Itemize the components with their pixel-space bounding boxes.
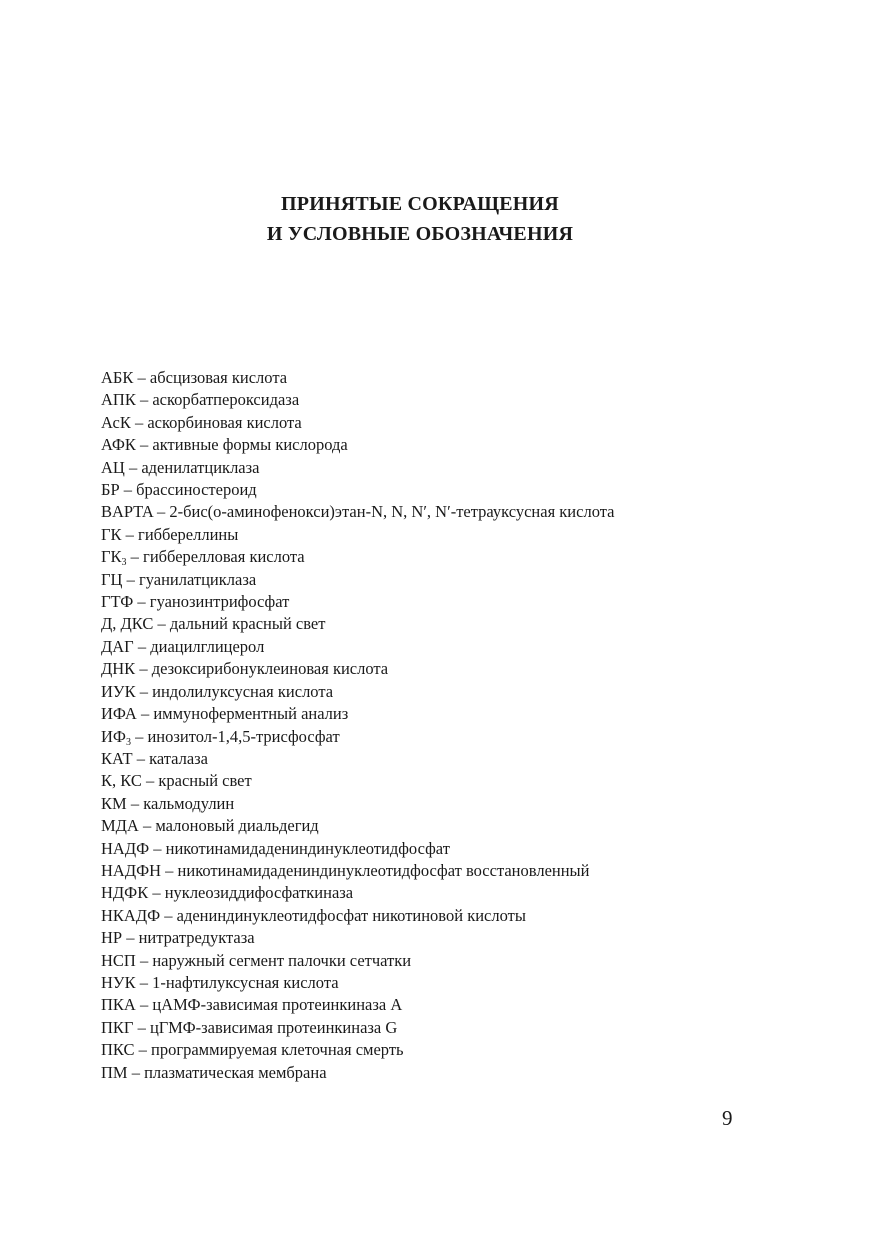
abbreviation-entry [101, 838, 821, 860]
abbreviation-entry [101, 815, 821, 837]
abbreviation-term: МДА [101, 816, 139, 836]
abbreviation-entry [101, 613, 821, 635]
abbreviation-dash: – [137, 636, 147, 656]
abbreviation-term: НР [101, 928, 123, 948]
abbreviation-dash: – [140, 704, 150, 724]
abbreviation-dash: – [137, 368, 146, 387]
abbreviation-dash: – [152, 883, 161, 903]
abbreviation-definition: красный свет [158, 771, 252, 791]
abbreviation-term: ПКГ [101, 1017, 134, 1037]
abbreviation-definition: кальмодулин [143, 793, 235, 813]
abbreviation-term: АЦ [101, 457, 125, 477]
abbreviation-term: КМ [101, 793, 127, 813]
abbreviation-entry [101, 703, 821, 725]
abbreviation-definition: плазматическая мембрана [144, 1062, 327, 1082]
abbreviation-definition: брассиностероид [136, 480, 257, 500]
abbreviation-term: АПК [101, 390, 136, 410]
abbreviation-entry [101, 860, 821, 882]
abbreviation-dash: – [130, 547, 139, 567]
abbreviation-entry [101, 658, 821, 680]
abbreviation-term: НКАДФ [101, 905, 161, 925]
abbreviation-definition: активные формы кислорода [152, 435, 348, 455]
title-line-2: И УСЛОВНЫЕ ОБОЗНАЧЕНИЯ [266, 223, 574, 245]
abbreviation-entry [101, 412, 821, 434]
abbreviation-entry [101, 501, 821, 523]
abbreviation-definition: цГМФ-зависимая протеинкиназа G [149, 1017, 398, 1037]
abbreviation-term: АФК [101, 435, 136, 455]
abbreviation-definition: индолилуксусная кислота [152, 681, 334, 701]
abbreviation-dash: – [134, 412, 144, 432]
abbreviation-dash: – [136, 748, 145, 768]
abbreviation-definition: аскорбатпероксидаза [152, 390, 300, 410]
abbreviation-term: ГЦ [101, 569, 123, 589]
abbreviation-entry [101, 524, 821, 546]
abbreviation-dash: – [137, 1017, 146, 1037]
abbreviation-dash: – [126, 569, 135, 589]
abbreviation-definition: нуклеозиддифосфаткиназа [164, 883, 354, 903]
abbreviation-definition: цАМФ-зависимая протеинкиназа А [152, 995, 403, 1015]
abbreviation-definition: гибберелловая кислота [143, 547, 305, 567]
abbreviation-term: НДФК [101, 883, 149, 903]
abbreviation-term: ИФА [101, 704, 137, 724]
abbreviation-entry [101, 1062, 821, 1084]
abbreviation-definition: малоновый диальдегид [155, 816, 319, 836]
abbreviation-definition: нитратредуктаза [138, 928, 255, 948]
abbreviation-entry [101, 950, 821, 972]
abbreviation-dash: – [157, 502, 166, 522]
abbreviation-term: БР [101, 480, 120, 500]
abbreviation-entry [101, 389, 821, 411]
abbreviation-definition: аденилатциклаза [141, 457, 260, 477]
abbreviation-term: ИФ [101, 726, 126, 746]
abbreviation-term: Д, ДКС [101, 614, 154, 634]
abbreviation-term: ДАГ [101, 636, 134, 656]
page-title [0, 189, 840, 249]
abbreviation-dash: – [165, 860, 174, 880]
abbreviation-term: ГК [101, 547, 122, 567]
abbreviation-dash: – [139, 972, 148, 992]
abbreviation-term: BAPTA [101, 502, 153, 522]
abbreviation-definition: 2-бис(о-аминофенокси)этан-N, N, N′, N′-тетрауксусная кислота [169, 502, 615, 522]
abbreviation-definition: дальний красный свет [169, 614, 326, 634]
abbreviation-definition: гуанозинтрифосфат [149, 592, 290, 612]
abbreviation-entry [101, 591, 821, 613]
abbreviation-subscript: 3 [121, 557, 127, 569]
abbreviation-entry [101, 748, 821, 770]
abbreviation-entry [101, 479, 821, 501]
page-number: 9 [722, 1106, 733, 1130]
abbreviation-entry [101, 726, 821, 748]
abbreviation-entry [101, 681, 821, 703]
abbreviation-term: НАДФН [101, 860, 162, 880]
abbreviation-entry [101, 636, 821, 658]
abbreviation-definition: аскорбиновая кислота [147, 412, 302, 432]
abbreviation-entry [101, 994, 821, 1016]
abbreviation-dash: – [131, 1062, 140, 1082]
abbreviation-entry [101, 1017, 821, 1039]
abbreviation-entry [101, 905, 821, 927]
abbreviation-dash: – [157, 614, 166, 634]
abbreviation-definition: никотинамидадениндинуклеотидфосфат [165, 838, 450, 858]
abbreviation-term: ДНК [101, 659, 136, 679]
abbreviation-dash: – [123, 480, 133, 500]
abbreviation-entry [101, 546, 821, 568]
abbreviation-term: ГТФ [101, 592, 134, 612]
abbreviation-definition: наружный сегмент палочки сетчатки [152, 950, 412, 970]
abbreviation-definition: абсцизовая кислота [149, 368, 288, 387]
abbreviation-entry [101, 434, 821, 456]
abbreviation-dash: – [138, 1040, 147, 1060]
abbreviation-term: АБК [101, 368, 134, 387]
abbreviation-term: НСП [101, 950, 136, 970]
abbreviation-dash: – [139, 390, 149, 410]
abbreviation-definition: 1-нафтилуксусная кислота [152, 972, 339, 992]
abbreviation-definition: каталаза [149, 748, 209, 768]
abbreviation-entry [101, 793, 821, 815]
abbreviation-definition: дезоксирибонуклеиновая кислота [151, 659, 389, 679]
abbreviation-dash: – [128, 457, 138, 477]
abbreviation-dash: – [145, 771, 155, 791]
abbreviation-term: НАДФ [101, 838, 150, 858]
abbreviation-term: ПКС [101, 1040, 135, 1060]
abbreviation-definition: диацилглицерол [150, 636, 265, 656]
abbreviation-definition: гиббереллины [138, 524, 239, 544]
abbreviation-dash: – [126, 928, 135, 948]
abbreviation-entry [101, 882, 821, 904]
title-line-1: ПРИНЯТЫЕ СОКРАЩЕНИЯ [281, 193, 559, 215]
abbreviation-dash: – [142, 816, 152, 836]
abbreviation-dash: – [139, 995, 149, 1015]
abbreviation-term: АсК [101, 412, 131, 432]
abbreviation-entry [101, 927, 821, 949]
abbreviation-entry [101, 770, 821, 792]
abbreviation-definition: никотинамидадениндинуклеотидфосфат восстановленный [177, 860, 590, 880]
abbreviation-dash: – [139, 950, 149, 970]
abbreviation-term: К, КС [101, 771, 142, 791]
abbreviation-definition: адениндинуклеотидфосфат никотиновой кислоты [176, 905, 526, 925]
abbreviation-definition: гуанилатциклаза [138, 569, 257, 589]
abbreviation-term: ПКА [101, 995, 136, 1015]
abbreviation-dash: – [135, 726, 144, 746]
abbreviation-term: НУК [101, 972, 136, 992]
abbreviation-definition: иммуноферментный анализ [153, 704, 349, 724]
abbreviation-definition: инозитол-1,4,5-трисфосфат [147, 726, 340, 746]
abbreviation-entry [101, 457, 821, 479]
abbreviation-dash: – [139, 681, 148, 701]
abbreviation-definition: программируемая клеточная смерть [151, 1040, 404, 1060]
abbreviation-entry [101, 367, 821, 389]
abbreviation-entry [101, 569, 821, 591]
abbreviation-subscript: 3 [125, 736, 131, 748]
abbreviation-entry [101, 1039, 821, 1061]
abbreviation-entry [101, 972, 821, 994]
abbreviation-dash: – [137, 592, 146, 612]
abbreviation-dash: – [125, 524, 134, 544]
abbreviation-dash: – [140, 435, 149, 455]
abbreviation-dash: – [139, 659, 148, 679]
abbreviation-dash: – [130, 793, 140, 813]
abbreviation-dash: – [153, 838, 162, 858]
abbreviation-term: КАТ [101, 748, 133, 768]
abbreviation-list [101, 367, 821, 1084]
abbreviation-term: ПМ [101, 1062, 128, 1082]
abbreviation-term: ИУК [101, 681, 136, 701]
abbreviation-dash: – [164, 905, 173, 925]
abbreviation-term: ГК [101, 524, 122, 544]
